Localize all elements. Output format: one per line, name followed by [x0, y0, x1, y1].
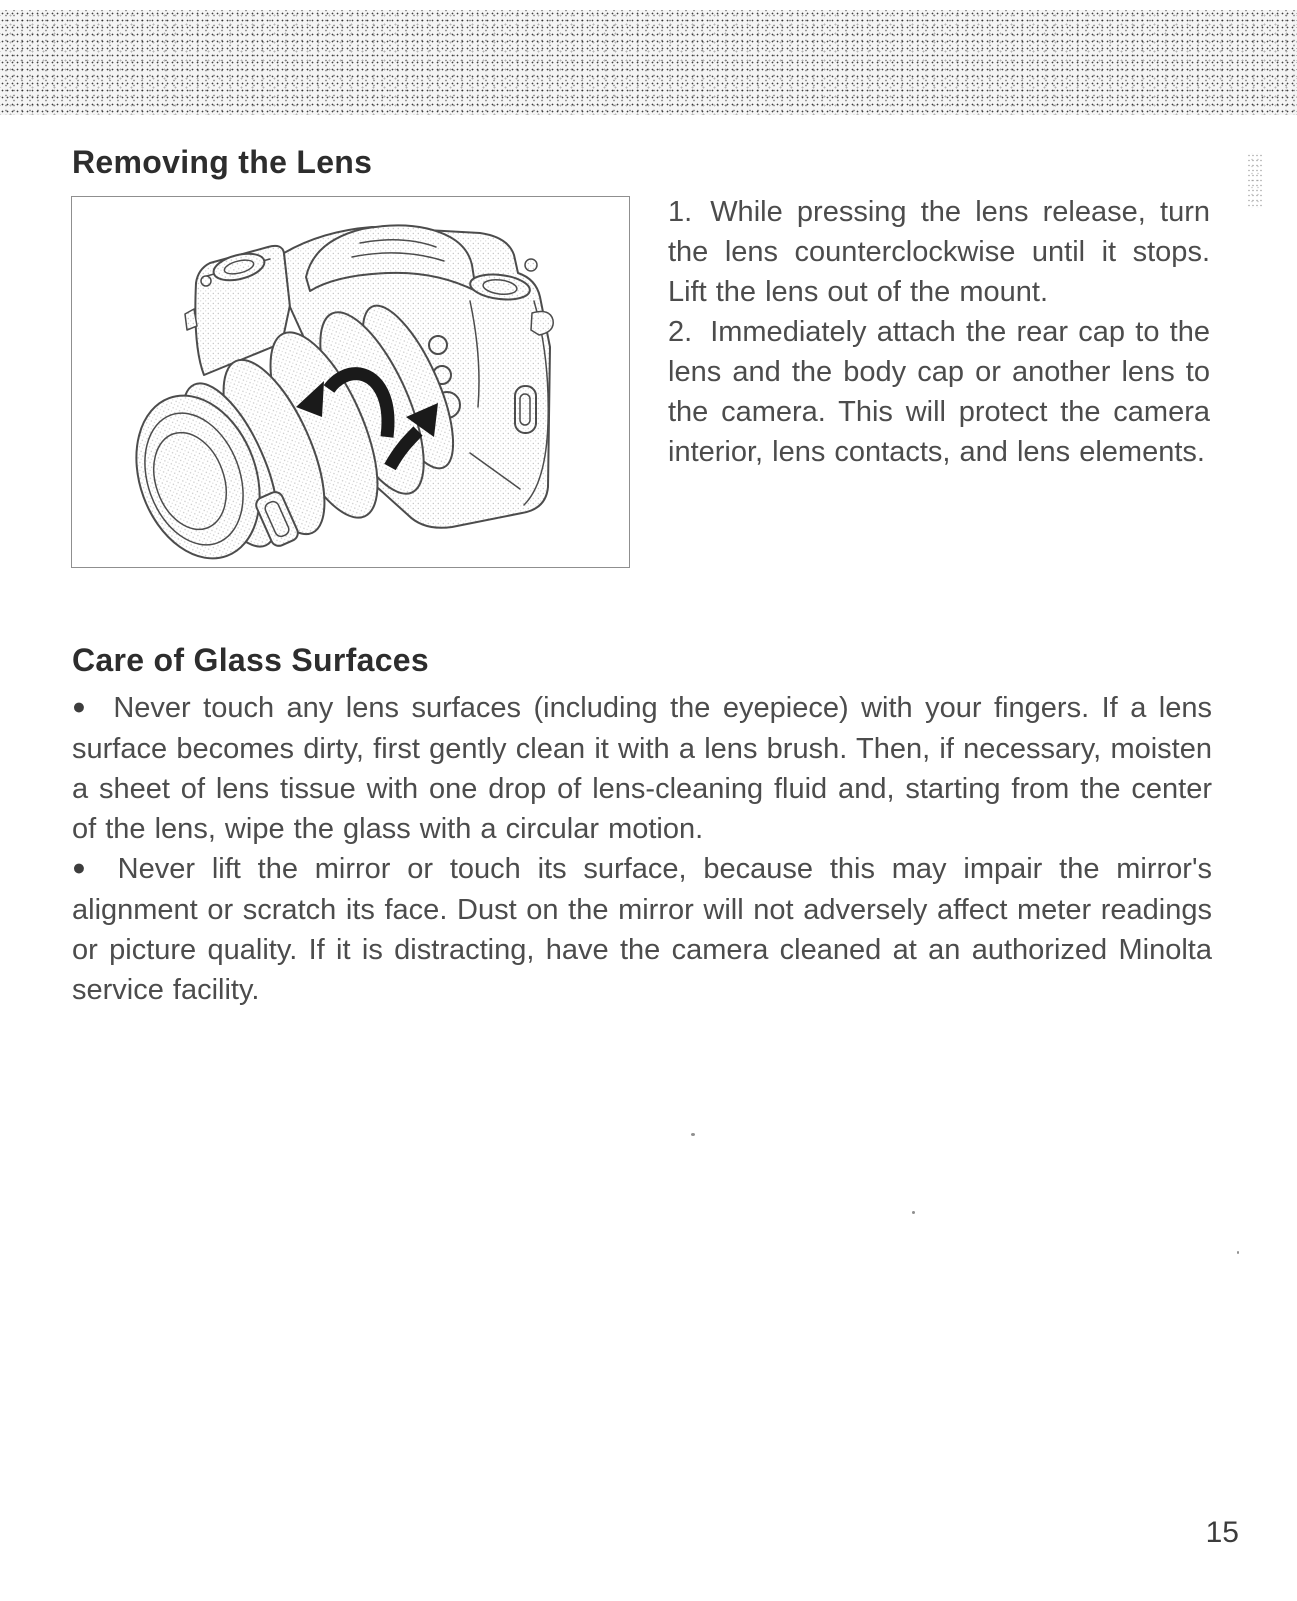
scan-speck — [1237, 1251, 1239, 1254]
bullet-text: Never touch any lens surfaces (including the eyepiece) with your fingers. If a lens surface becomes dirty, first gently clean it with a lens brush. Then, if necessary, moisten a sheet of lens tissue with one drop of lens-cleaning fluid and, starting from the center of the lens, wipe the glass with a circular motion. — [72, 692, 1212, 845]
camera-figure-frame — [71, 196, 630, 568]
step-list — [668, 192, 1210, 472]
scan-speck — [912, 1211, 915, 1214]
bullet-list — [72, 688, 1212, 1010]
bullet-text: Never lift the mirror or touch its surface, because this may impair the mirror's alignment or scratch its face. Dust on the mirror will not adversely affect meter readings or picture quality. If it is distracting, have the camera cleaned at an authorized Minolta service facility. — [72, 853, 1212, 1006]
section-heading-care-of-glass-surfaces: Care of Glass Surfaces — [72, 642, 429, 678]
step-item-1 — [668, 192, 1210, 312]
step-number: 2. — [668, 316, 693, 348]
camera-button — [429, 336, 447, 354]
bullet-item-2 — [72, 849, 1212, 1010]
camera-illustration — [72, 197, 629, 567]
step-item-2 — [668, 312, 1210, 472]
step-text: While pressing the lens release, turn the lens counterclockwise until it stops. Lift the lens out of the mount. — [668, 196, 1210, 308]
bullet-item-1 — [72, 688, 1212, 849]
scan-speck — [691, 1133, 695, 1136]
bullet-icon: ● — [72, 693, 90, 719]
step-number: 1. — [668, 196, 693, 228]
bullet-icon: ● — [72, 854, 94, 880]
page-edge-index-tab — [1247, 153, 1262, 208]
section-heading-removing-the-lens: Removing the Lens — [72, 144, 373, 180]
camera-grip — [515, 386, 536, 433]
page-number: 15 — [1205, 1516, 1239, 1549]
step-text: Immediately attach the rear cap to the lens and the body cap or another lens to the camera. This will protect the camera interior, lens contacts, and lens elements. — [668, 316, 1210, 468]
header-decoration-band — [0, 10, 1297, 115]
